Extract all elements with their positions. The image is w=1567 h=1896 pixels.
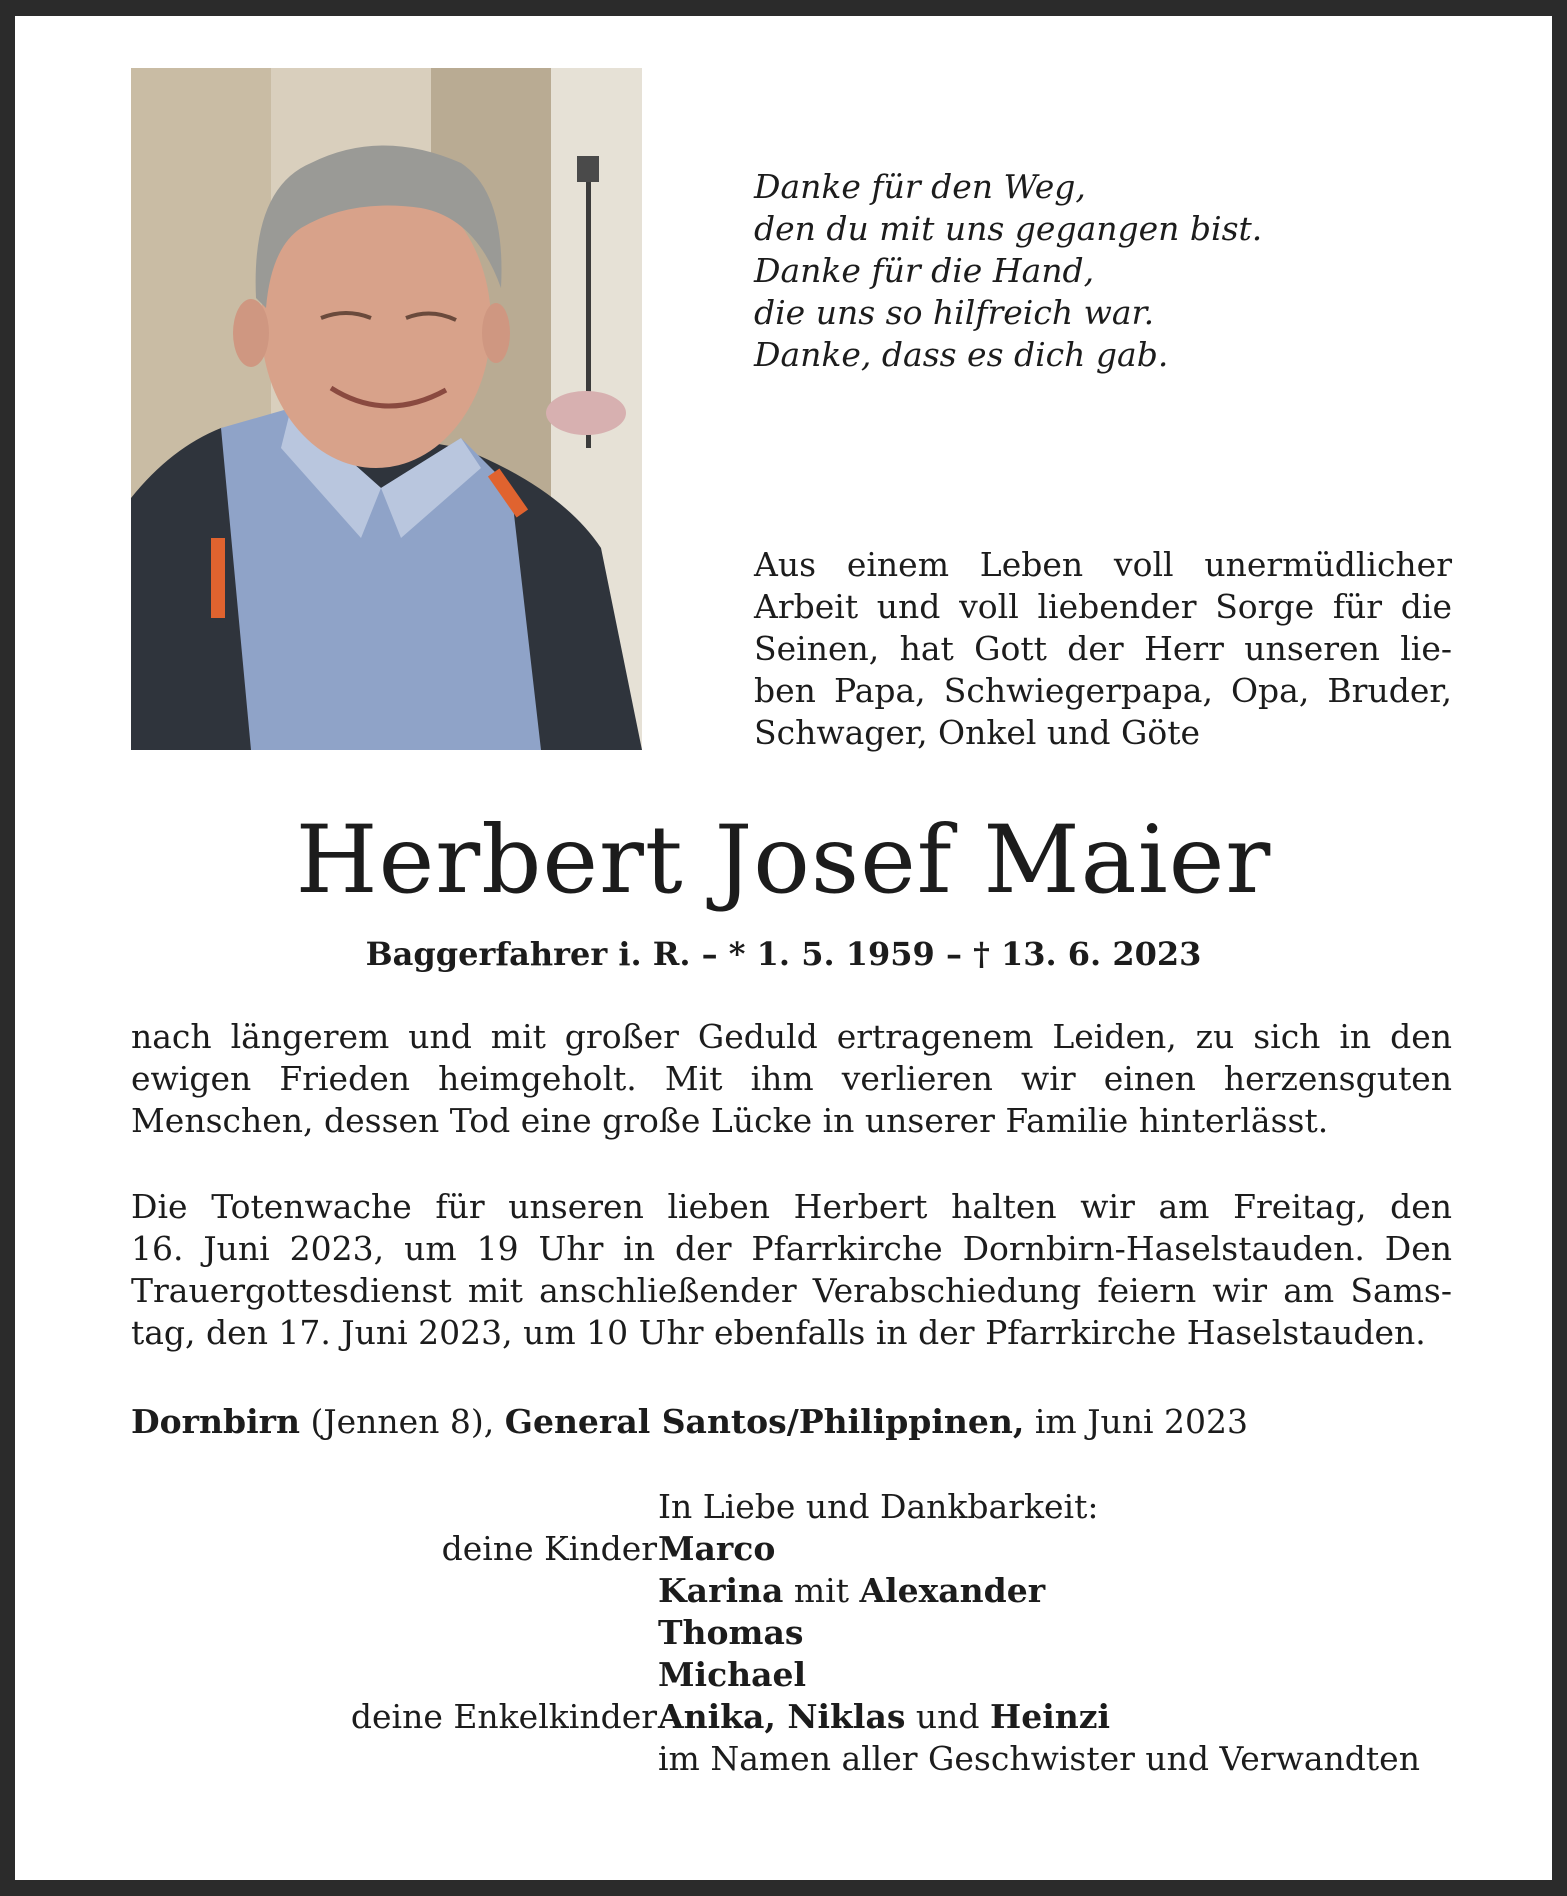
paragraph-announcement bbox=[131, 1016, 1452, 1142]
paragraph-line: ewigen Frieden heimgeholt. Mit ihm verlieren wir einen herzensguten bbox=[131, 1059, 1452, 1098]
poem-line: den du mit uns gegangen bist. bbox=[754, 209, 1263, 248]
child-name: Karina bbox=[658, 1571, 784, 1610]
children-row bbox=[15, 1528, 1552, 1570]
intro-line: ben Papa, Schwiegerpapa, Opa, Bruder, bbox=[754, 671, 1452, 710]
poem-line: Danke, dass es dich gab. bbox=[754, 335, 1169, 374]
deceased-subtitle: Baggerfahrer i. R. – * 1. 5. 1959 – † 13. 6. 2023 bbox=[365, 935, 1202, 973]
paragraph-line: tag, den 17. Juni 2023, um 10 Uhr ebenfalls in der Pfarrkirche Haselstauden. bbox=[131, 1313, 1426, 1352]
paragraph-line: 16. Juni 2023, um 19 Uhr in der Pfarrkirche Dornbirn-Haselstauden. Den bbox=[131, 1229, 1452, 1268]
signatories bbox=[15, 1486, 1552, 1780]
poem bbox=[754, 166, 1454, 376]
partner-name: Alexander bbox=[859, 1571, 1046, 1610]
greeting: In Liebe und Dankbarkeit: bbox=[658, 1487, 1099, 1526]
place-address: (Jennen 8), bbox=[300, 1402, 505, 1441]
children-label: deine Kinder bbox=[441, 1529, 657, 1568]
poem-line: die uns so hilfreich war. bbox=[754, 293, 1155, 332]
paragraph-line: Die Totenwache für unseren lieben Herbert halten wir am Freitag, den bbox=[131, 1187, 1452, 1226]
paragraph-line: Trauergottesdienst mit anschließender Verabschiedung feiern wir am Sams- bbox=[131, 1271, 1452, 1310]
with-text: mit bbox=[783, 1571, 860, 1610]
intro-line: Seinen, hat Gott der Herr unseren lie- bbox=[754, 629, 1452, 668]
child-name: Marco bbox=[658, 1529, 776, 1568]
paragraph-line: nach längerem und mit großer Geduld ertragenem Leiden, zu sich in den bbox=[131, 1017, 1452, 1056]
deceased-name: Herbert Josef Maier bbox=[295, 806, 1272, 915]
child-name: Thomas bbox=[658, 1613, 804, 1652]
child-name: Michael bbox=[658, 1655, 807, 1694]
portrait-photo bbox=[131, 68, 642, 750]
children-row bbox=[15, 1654, 1552, 1696]
place-and-date bbox=[131, 1401, 1248, 1443]
paragraph-line: Menschen, dessen Tod eine große Lücke in unserer Familie hinterlässt. bbox=[131, 1101, 1329, 1140]
place-date: im Juni 2023 bbox=[1024, 1402, 1248, 1441]
poem-line: Danke für den Weg, bbox=[754, 167, 1086, 206]
intro-line: Arbeit und voll liebender Sorge für die bbox=[754, 587, 1452, 626]
and-text: und bbox=[905, 1697, 991, 1736]
grandchild-name: Heinzi bbox=[990, 1697, 1111, 1736]
intro-text bbox=[754, 544, 1452, 754]
greeting-row bbox=[15, 1486, 1552, 1528]
children-row bbox=[15, 1570, 1552, 1612]
place-city2: General Santos/Philippinen, bbox=[504, 1402, 1025, 1441]
obituary-sheet bbox=[15, 16, 1552, 1880]
grandchildren-label: deine Enkelkinder bbox=[350, 1697, 657, 1736]
children-row bbox=[15, 1612, 1552, 1654]
grandchildren-names: Anika, Niklas bbox=[658, 1697, 906, 1736]
place-city: Dornbirn bbox=[131, 1402, 300, 1441]
grandchildren-row bbox=[15, 1696, 1552, 1738]
intro-line: Schwager, Onkel und Göte bbox=[754, 713, 1201, 752]
paragraph-services bbox=[131, 1186, 1452, 1354]
intro-line: Aus einem Leben voll unermüdlicher bbox=[754, 545, 1452, 584]
closing: im Namen aller Geschwister und Verwandten bbox=[658, 1739, 1420, 1778]
poem-line: Danke für die Hand, bbox=[754, 251, 1095, 290]
closing-row bbox=[15, 1738, 1552, 1780]
